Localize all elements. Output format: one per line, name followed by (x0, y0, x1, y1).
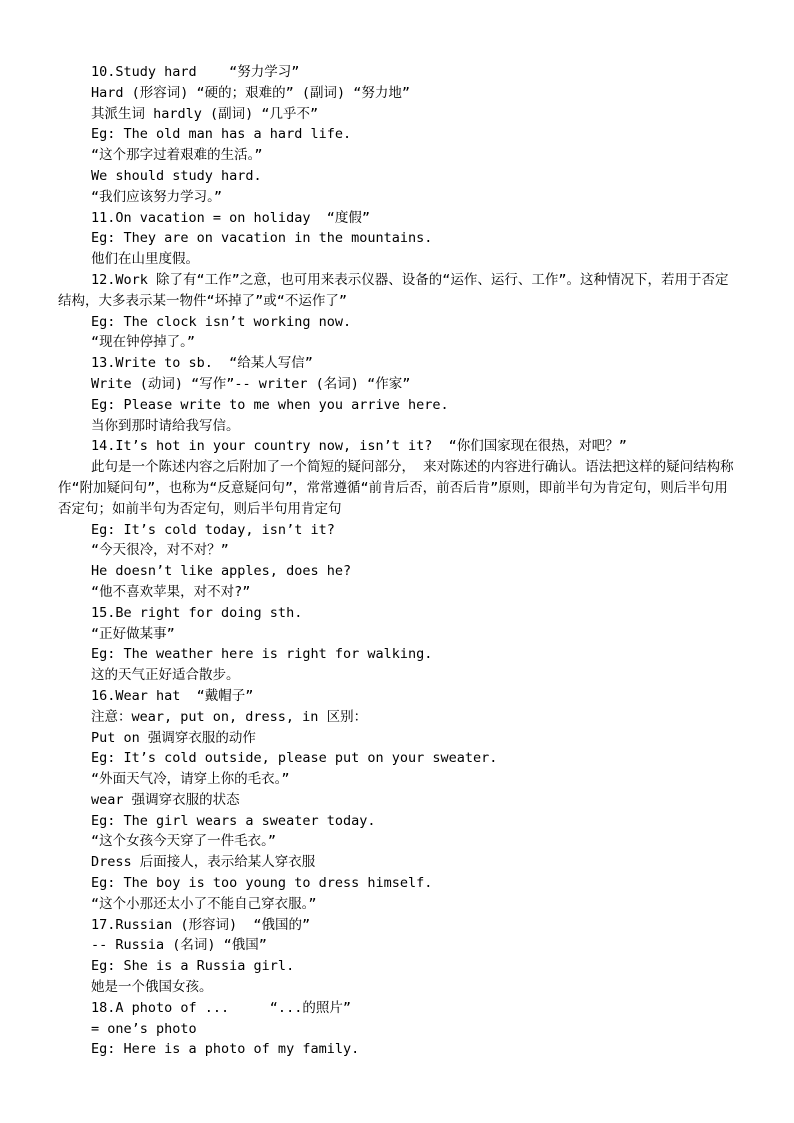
text-line: -- Russia (名词) “俄国” (91, 937, 267, 954)
text-line: 其派生词 hardly (副词) “几乎不” (91, 105, 319, 122)
text-line: “外面天气冷，请穿上你的毛衣。” (91, 771, 290, 788)
text-line: 16.Wear hat “戴帽子” (91, 687, 254, 704)
text-line: “今天很冷，对不对？” (91, 542, 229, 559)
text-line: Put on 强调穿衣服的动作 (91, 729, 256, 746)
text-line: 14.It’s hot in your country now, isn’t it? “你们国家现在很热，对吧？” (91, 438, 627, 455)
text-line: Eg: The clock isn’t working now. (91, 313, 352, 330)
text-line: “这个小那还太小了不能自己穿衣服。” (91, 895, 317, 912)
text-line: 17.Russian (形容词) “俄国的” (91, 916, 311, 933)
text-line: We should study hard. (91, 167, 262, 184)
text-line: Eg: She is a Russia girl. (91, 958, 295, 975)
text-line: Write (动词) “写作”-- writer (名词) “作家” (91, 375, 411, 392)
text-line: “我们应该努力学习。” (91, 188, 223, 205)
text-line: Dress 后面接人，表示给某人穿衣服 (91, 854, 316, 871)
text-line: Eg: It’s cold today, isn’t it? (91, 521, 335, 538)
text-line: 他们在山里度假。 (91, 251, 199, 268)
text-line: “这个那字过着艰难的生活。” (91, 147, 263, 164)
text-line: “他不喜欢苹果，对不对?” (91, 583, 251, 600)
text-line: Eg: The girl wears a sweater today. (91, 812, 376, 829)
text-line: 注意：wear, put on, dress, in 区别： (91, 708, 368, 725)
text-line: Eg: It’s cold outside, please put on your sweater. (91, 750, 498, 767)
text-line: = one’s photo (91, 1020, 197, 1037)
text-paragraph: 此句是一个陈述内容之后附加了一个简短的疑问部分， 来对陈述的内容进行确认。语法把这样的疑问结构称作“附加疑问句”，也称为“反意疑问句”，常常遵循“前肯后否，前否后肯”原则，即前半句为肯定句，则后半句用否定句；如前半句为否定句，则后半句用肯定句 (58, 459, 734, 517)
text-line: Hard (形容词) “硬的；艰难的” (副词) “努力地” (91, 84, 411, 101)
text-line: 10.Study hard “努力学习” (91, 64, 300, 80)
text-line: wear 强调穿衣服的状态 (91, 791, 240, 808)
text-line: Eg: Here is a photo of my family. (91, 1041, 360, 1058)
text-line: “现在钟停掉了。” (91, 334, 196, 351)
text-line: 18.A photo of ... “...的照片” (91, 999, 351, 1016)
text-paragraph: 12.Work 除了有“工作”之意，也可用来表示仪器、设备的“运作、运行、工作”。这种情况下，若用于否定结构，大多表示某一物件“坏掉了”或“不运作了” (58, 271, 729, 309)
text-line: 当你到那时请给我写信。 (91, 417, 240, 434)
text-line: “这个女孩今天穿了一件毛衣。” (91, 833, 277, 850)
text-line: Eg: The weather here is right for walking. (91, 646, 433, 663)
text-line: Eg: The boy is too young to dress himself. (91, 875, 433, 892)
text-line: “正好做某事” (91, 625, 175, 642)
text-line: 11.On vacation = on holiday “度假” (91, 209, 370, 226)
text-line: Eg: They are on vacation in the mountains. (91, 230, 433, 247)
text-line: He doesn’t like apples, does he? (91, 563, 352, 580)
text-line: Eg: Please write to me when you arrive here. (91, 396, 449, 413)
text-line: 15.Be right for doing sth. (91, 604, 303, 621)
text-line: Eg: The old man has a hard life. (91, 126, 352, 143)
text-line: 13.Write to sb. “给某人写信” (91, 355, 313, 372)
text-line: 这的天气正好适合散步。 (91, 667, 240, 684)
text-line: 她是一个俄国女孩。 (91, 979, 213, 996)
